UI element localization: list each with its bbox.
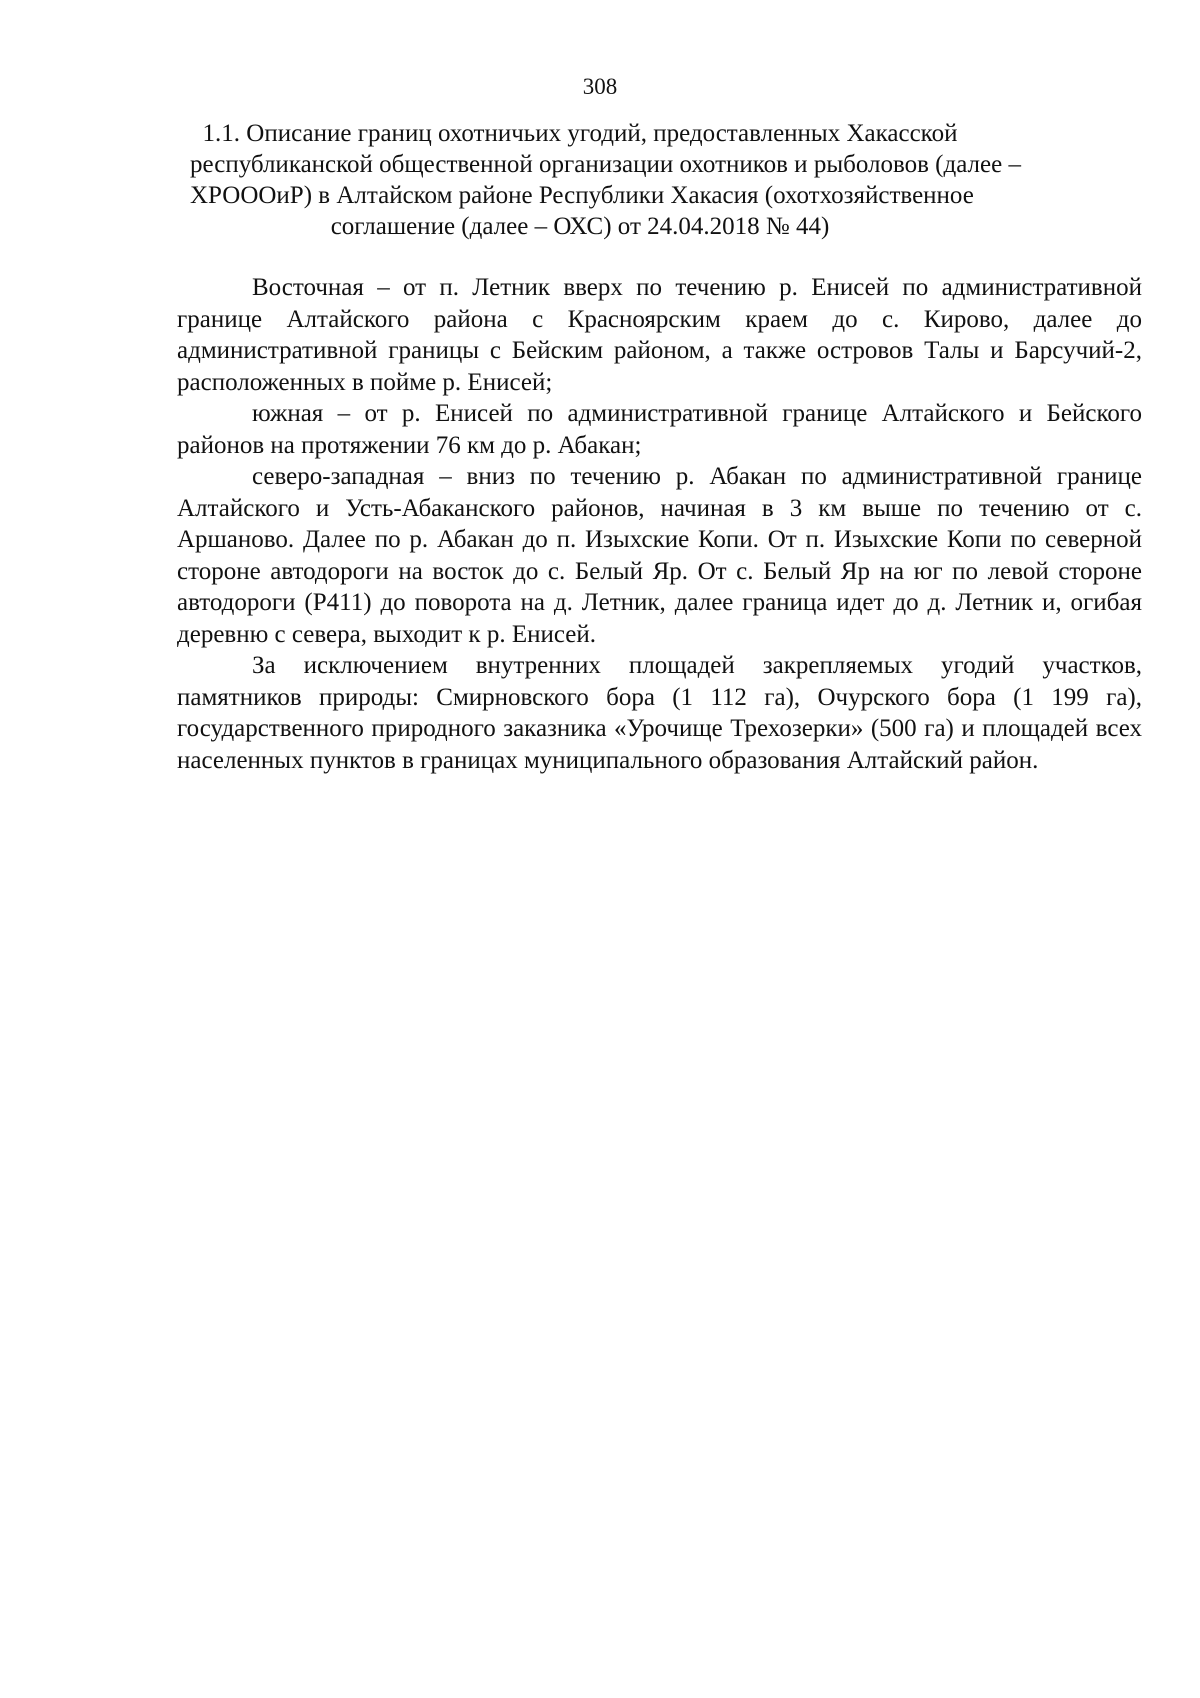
- heading-line: 1.1. Описание границ охотничьих угодий, предоставленных Хакасской: [202, 120, 958, 147]
- paragraph-east-boundary: Восточная – от п. Летник вверх по течению р. Енисей по административной границе Алтайского района с Красноярским краем до с. Кирово, далее до административной границы с Бейским районом, а также островов Талы и Барсучий-2, расположенных в пойме р. Енисей;: [177, 274, 1142, 396]
- document-body: [177, 272, 1142, 776]
- heading-line: республиканской общественной организации охотников и рыболовов (далее –: [190, 151, 1021, 178]
- paragraph-exclusions: За исключением внутренних площадей закрепляемых угодий участков, памятников природы: Смирновского бора (1 112 га), Очурского бора (1 199 га), государственного природного заказника «Урочище Трехозерки» (500 га) и площадей всех населенных пунктов в границах муниципального образования Алтайский район.: [177, 652, 1142, 774]
- paragraph-south-boundary: южная – от р. Енисей по административной границе Алтайского и Бейского районов на протяжении 76 км до р. Абакан;: [177, 400, 1142, 459]
- section-heading: [190, 118, 1021, 242]
- page-number: 308: [582, 74, 618, 99]
- heading-line: соглашение (далее – ОХС) от 24.04.2018 № 44): [330, 213, 830, 240]
- paragraph-northwest-boundary: северо-западная – вниз по течению р. Абакан по административной границе Алтайского и Усть-Абаканского районов, начиная в 3 км выше по течению от с. Аршаново. Далее по р. Абакан до п. Изыхские Копи. От п. Изыхские Копи по северной стороне автодороги на восток до с. Белый Яр. От с. Белый Яр на юг по левой стороне автодороги (Р411) до поворота на д. Летник, далее граница идет до д. Летник и, огибая деревню с севера, выходит к р. Енисей.: [177, 463, 1142, 648]
- heading-line: ХРОООиР) в Алтайском районе Республики Хакасия (охотхозяйственное: [190, 182, 974, 209]
